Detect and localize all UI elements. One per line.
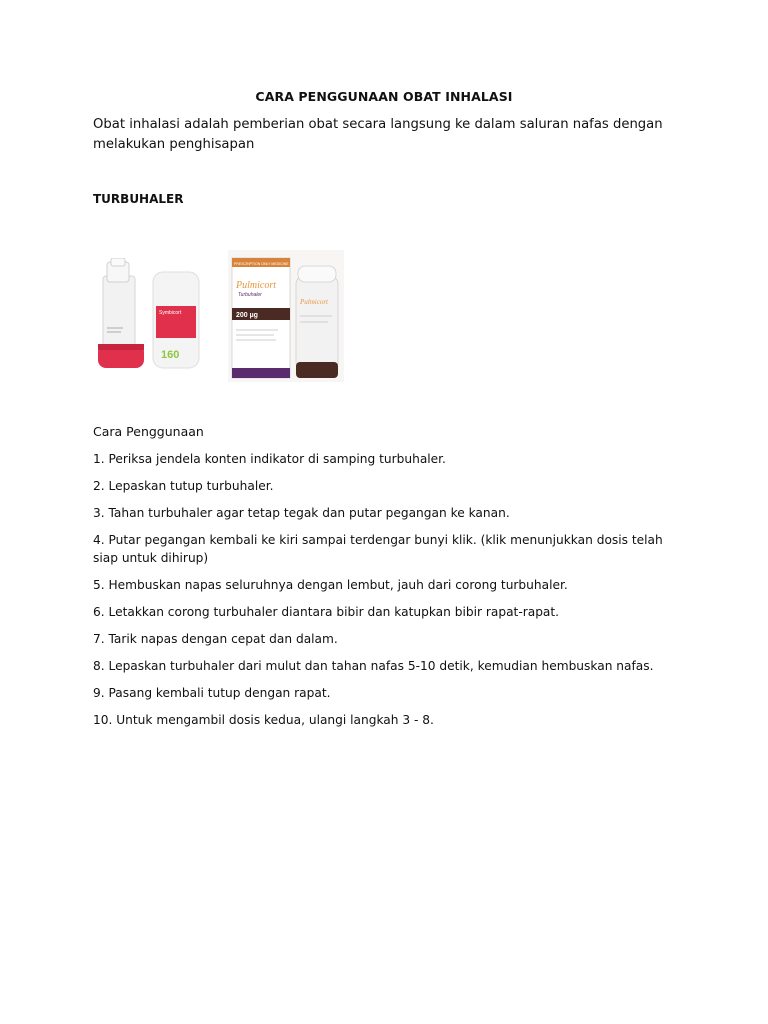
step-item: 7. Tarik napas dengan cepat dan dalam. [93, 632, 338, 647]
document-title: CARA PENGGUNAAN OBAT INHALASI [255, 89, 513, 104]
usage-steps-list [93, 451, 683, 739]
box-dose: 200 µg [236, 312, 258, 319]
step-item: 1. Periksa jendela konten indikator di samping turbuhaler. [93, 452, 446, 466]
symbicort-inhaler-image [93, 258, 208, 374]
step-item: 4. Putar pegangan kembali ke kiri sampai terdengar bunyi klik. (klik menunjukkan dosis telah siap untuk dihirup) [93, 533, 663, 565]
step-item: 6. Letakkan corong turbuhaler diantara bibir dan katupkan bibir rapat-rapat. [93, 604, 560, 619]
symbicort-dose: 160 [161, 349, 180, 361]
box-header-text: PRESCRIPTION ONLY MEDICINE [234, 262, 289, 266]
step-item: 2. Lepaskan tutup turbuhaler. [93, 479, 274, 494]
inhaler-label: Pulmicort [300, 298, 328, 306]
intro-paragraph: Obat inhalasi adalah pemberian obat secara langsung ke dalam saluran nafas dengan melakukan penghisapan [93, 117, 663, 152]
pulmicort-box-image [228, 250, 344, 382]
section-title-turbuhaler: TURBUHALER [93, 192, 184, 206]
step-item: 5. Hembuskan napas seluruhnya dengan lembut, jauh dari corong turbuhaler. [93, 577, 568, 592]
box-brand: Pulmicort [236, 280, 276, 291]
step-item: 9. Pasang kembali tutup dengan rapat. [93, 686, 331, 701]
usage-heading: Cara Penggunaan [93, 424, 204, 439]
step-item: 10. Untuk mengambil dosis kedua, ulangi langkah 3 - 8. [93, 713, 434, 728]
symbicort-label: Symbicort [159, 310, 182, 316]
step-item: 3. Tahan turbuhaler agar tetap tegak dan putar pegangan ke kanan. [93, 506, 510, 521]
box-sub: Turbuhaler [238, 292, 262, 298]
step-item: 8. Lepaskan turbuhaler dari mulut dan tahan nafas 5-10 detik, kemudian hembuskan nafas. [93, 659, 654, 674]
